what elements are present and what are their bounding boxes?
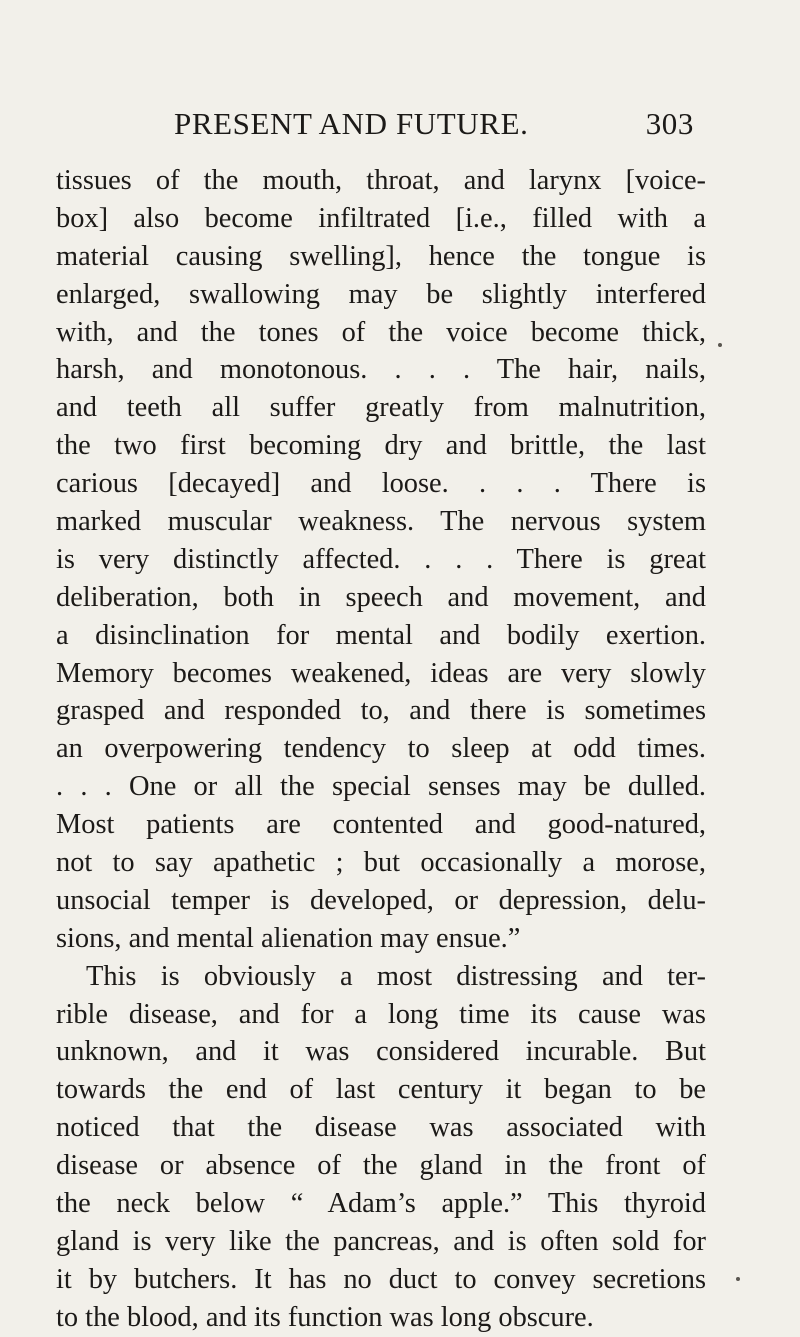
text-line: the neck below “ Adam’s apple.” This thyroid — [56, 1188, 706, 1220]
body-text — [56, 162, 706, 1337]
text-line: not to say apathetic ; but occasionally a morose, — [56, 847, 706, 879]
text-line: rible disease, and for a long time its cause was — [56, 998, 706, 1030]
text-line: unsocial temper is developed, or depression, delu- — [56, 884, 706, 916]
text-line: box] also become infiltrated [i.e., filled with a — [56, 202, 706, 234]
text-line: Most patients are contented and good-natured, — [56, 809, 706, 841]
page-number: 303 — [645, 106, 694, 141]
text-line: an overpowering tendency to sleep at odd times. — [56, 733, 706, 765]
margin-speck — [736, 1277, 740, 1281]
text-line: with, and the tones of the voice become thick, — [56, 316, 706, 348]
paragraph-last-line: sions, and mental alienation may ensue.” — [56, 922, 521, 954]
text-line: enlarged, swallowing may be slightly interfered — [56, 278, 706, 310]
text-line: harsh, and monotonous. . . . The hair, nails, — [56, 354, 706, 386]
paragraph-first-line: This is obviously a most distressing and ter- — [86, 960, 706, 992]
margin-speck — [718, 343, 722, 347]
text-line: noticed that the disease was associated with — [56, 1112, 706, 1144]
text-line: is very distinctly affected. . . . There is great — [56, 543, 706, 575]
text-line: towards the end of last century it began to be — [56, 1074, 706, 1106]
text-line: disease or absence of the gland in the front of — [56, 1150, 706, 1182]
text-line: Memory becomes weakened, ideas are very slowly — [56, 657, 706, 689]
text-line: grasped and responded to, and there is sometimes — [56, 695, 706, 727]
text-line: carious [decayed] and loose. . . . There is — [56, 468, 706, 500]
text-line: gland is very like the pancreas, and is often sold for — [56, 1225, 706, 1257]
text-line: it by butchers. It has no duct to convey secretions — [56, 1263, 706, 1295]
running-head-title: PRESENT AND FUTURE. — [174, 106, 529, 141]
text-line: . . . One or all the special senses may be dulled. — [56, 771, 706, 803]
text-line: unknown, and it was considered incurable. But — [56, 1036, 706, 1068]
text-line: deliberation, both in speech and movement, and — [56, 581, 706, 613]
text-line: marked muscular weakness. The nervous system — [56, 506, 706, 538]
paragraph-last-line: to the blood, and its function was long obscure. — [56, 1301, 594, 1333]
running-head — [174, 106, 694, 150]
text-line: a disinclination for mental and bodily exertion. — [56, 619, 706, 651]
text-line: tissues of the mouth, throat, and larynx [voice- — [56, 165, 706, 196]
text-line: and teeth all suffer greatly from malnutrition, — [56, 392, 706, 424]
text-line: material causing swelling], hence the tongue is — [56, 240, 706, 272]
text-line: the two first becoming dry and brittle, the last — [56, 430, 706, 462]
